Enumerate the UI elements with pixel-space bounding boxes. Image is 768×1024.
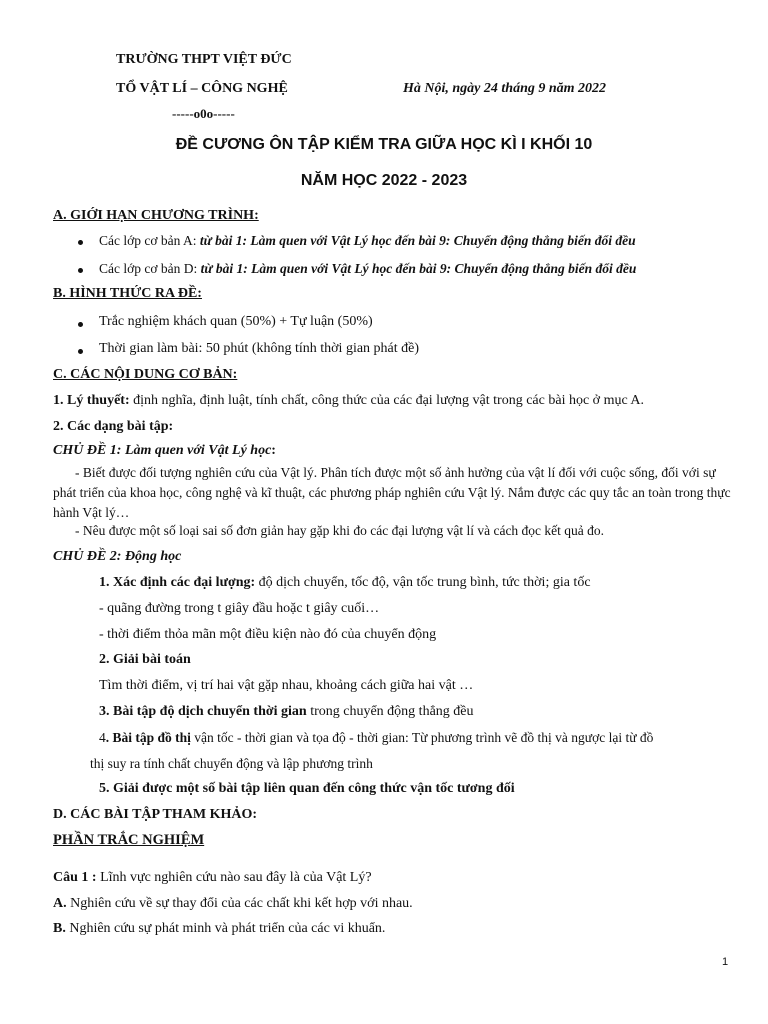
item-rest: từ bài 1: Làm quen với Vật Lý học đến bài 9: Chuyển động thẳng biến đổi đều [200,261,637,276]
topic-2-subitem: - thời điểm thỏa mãn một điều kiện nào đó của chuyển động [99,627,437,642]
item-lead: 3. Bài tập độ dịch chuyển thời gian [99,704,307,719]
bullet-icon [78,268,83,273]
bullet-icon [78,322,83,327]
topic-2-item-4 [99,730,653,746]
exercise-types-heading: 2. Các dạng bài tập: [53,419,174,434]
school-name: TRƯỜNG THPT VIỆT ĐỨC [116,52,292,67]
item-lead: Các lớp cơ bản D: [99,261,201,276]
option-text: Nghiên cứu sự phát minh và phát triển của các vi khuẩn. [65,921,386,936]
topic-2-item-1 [99,575,591,591]
topic-2-item-2-text: Tìm thời điểm, vị trí hai vật gặp nhau, khoảng cách giữa hai vật … [99,678,474,693]
document-title: ĐỀ CƯƠNG ÔN TẬP KIỂM TRA GIỮA HỌC KÌ I KHỐI 10 [175,136,593,153]
topic-1-title: CHỦ ĐỀ 1: Làm quen với Vật Lý học [53,443,272,458]
section-b-heading: B. HÌNH THỨC RA ĐỀ: [53,286,202,301]
item-rest: từ bài 1: Làm quen với Vật Lý học đến bài 9: Chuyển động thẳng biến đổi đều [199,233,636,248]
option-b [53,921,385,937]
topic-2-heading: CHỦ ĐỀ 2: Động học [53,549,182,564]
question-text: Lĩnh vực nghiên cứu nào sau đây là của Vật Lý? [96,870,372,885]
theory-lead: 1. Lý thuyết: [53,393,130,408]
section-c-heading: C. CÁC NỘI DUNG CƠ BẢN: [53,367,238,382]
topic-2-item-4-cont: thị suy ra tính chất chuyển động và lập phương trình [90,756,373,771]
question-1 [53,870,372,886]
theory-line [53,393,644,409]
item-text: vận tốc - thời gian và tọa độ - thời gian: Từ phương trình vẽ đồ thị và ngược lại từ đồ [190,730,654,745]
bullet-icon [78,349,83,354]
topic-1-paragraph: - Biết được đối tượng nghiên cứu của Vật lý. Phân tích được một số ảnh hưởng của vật lí đối với cuộc sống, đối với sự phát triển của khoa học, công nghệ và kĩ thuật, các phương pháp nghiên cứu Vật lý. Nắm được các quy tắc an toàn trong thực hành Vật lý… [53,465,731,520]
header-separator: -----o0o----- [172,106,235,121]
section-a-item [99,233,636,249]
theory-text: định nghĩa, định luật, tính chất, công thức của các đại lượng vật trong các bài học ở mục A. [129,393,645,408]
section-b-item: Thời gian làm bài: 50 phút (không tính thời gian phát đề) [99,341,420,356]
topic-2-item-3 [99,704,474,720]
item-text: trong chuyển động thẳng đều [306,704,474,719]
topic-1-colon: : [271,443,276,458]
item-lead: . Bài tập đồ thị [105,730,191,745]
option-label: A. [53,896,67,911]
topic-2-item-2: 2. Giải bài toán [99,652,191,667]
item-number: 4 [99,730,106,745]
page-number: 1 [722,956,729,968]
item-lead: Các lớp cơ bản A: [99,233,200,248]
section-b-item: Trắc nghiệm khách quan (50%) + Tự luận (50%) [99,314,373,329]
section-a-item [99,261,636,277]
document-date: Hà Nội, ngày 24 tháng 9 năm 2022 [403,81,607,96]
option-text: Nghiên cứu về sự thay đổi của các chất khi kết hợp với nhau. [66,896,413,911]
item-lead: 1. Xác định các đại lượng: [99,575,256,590]
section-d-heading: D. CÁC BÀI TẬP THAM KHẢO: [53,807,258,822]
topic-1-paragraph: - Nêu được một số loại sai số đơn giản hay gặp khi đo các đại lượng vật lí và cách đọc kết quả đo. [75,523,605,538]
item-text: độ dịch chuyển, tốc độ, vận tốc trung bình, tức thời; gia tốc [255,575,591,590]
question-label: Câu 1 : [53,870,97,885]
topic-2-subitem: - quãng đường trong t giây đầu hoặc t giây cuối… [99,601,380,616]
topic-1-heading [53,443,276,459]
department-name: TỔ VẬT LÍ – CÔNG NGHỆ [116,81,288,96]
option-label: B. [53,921,66,936]
school-year: NĂM HỌC 2022 - 2023 [300,172,468,189]
option-a [53,896,413,912]
bullet-icon [78,240,83,245]
multiple-choice-heading: PHẦN TRẮC NGHIỆM [53,832,205,848]
topic-2-item-5: 5. Giải được một số bài tập liên quan đến công thức vận tốc tương đối [99,781,515,796]
section-a-heading: A. GIỚI HẠN CHƯƠNG TRÌNH: [53,208,259,223]
